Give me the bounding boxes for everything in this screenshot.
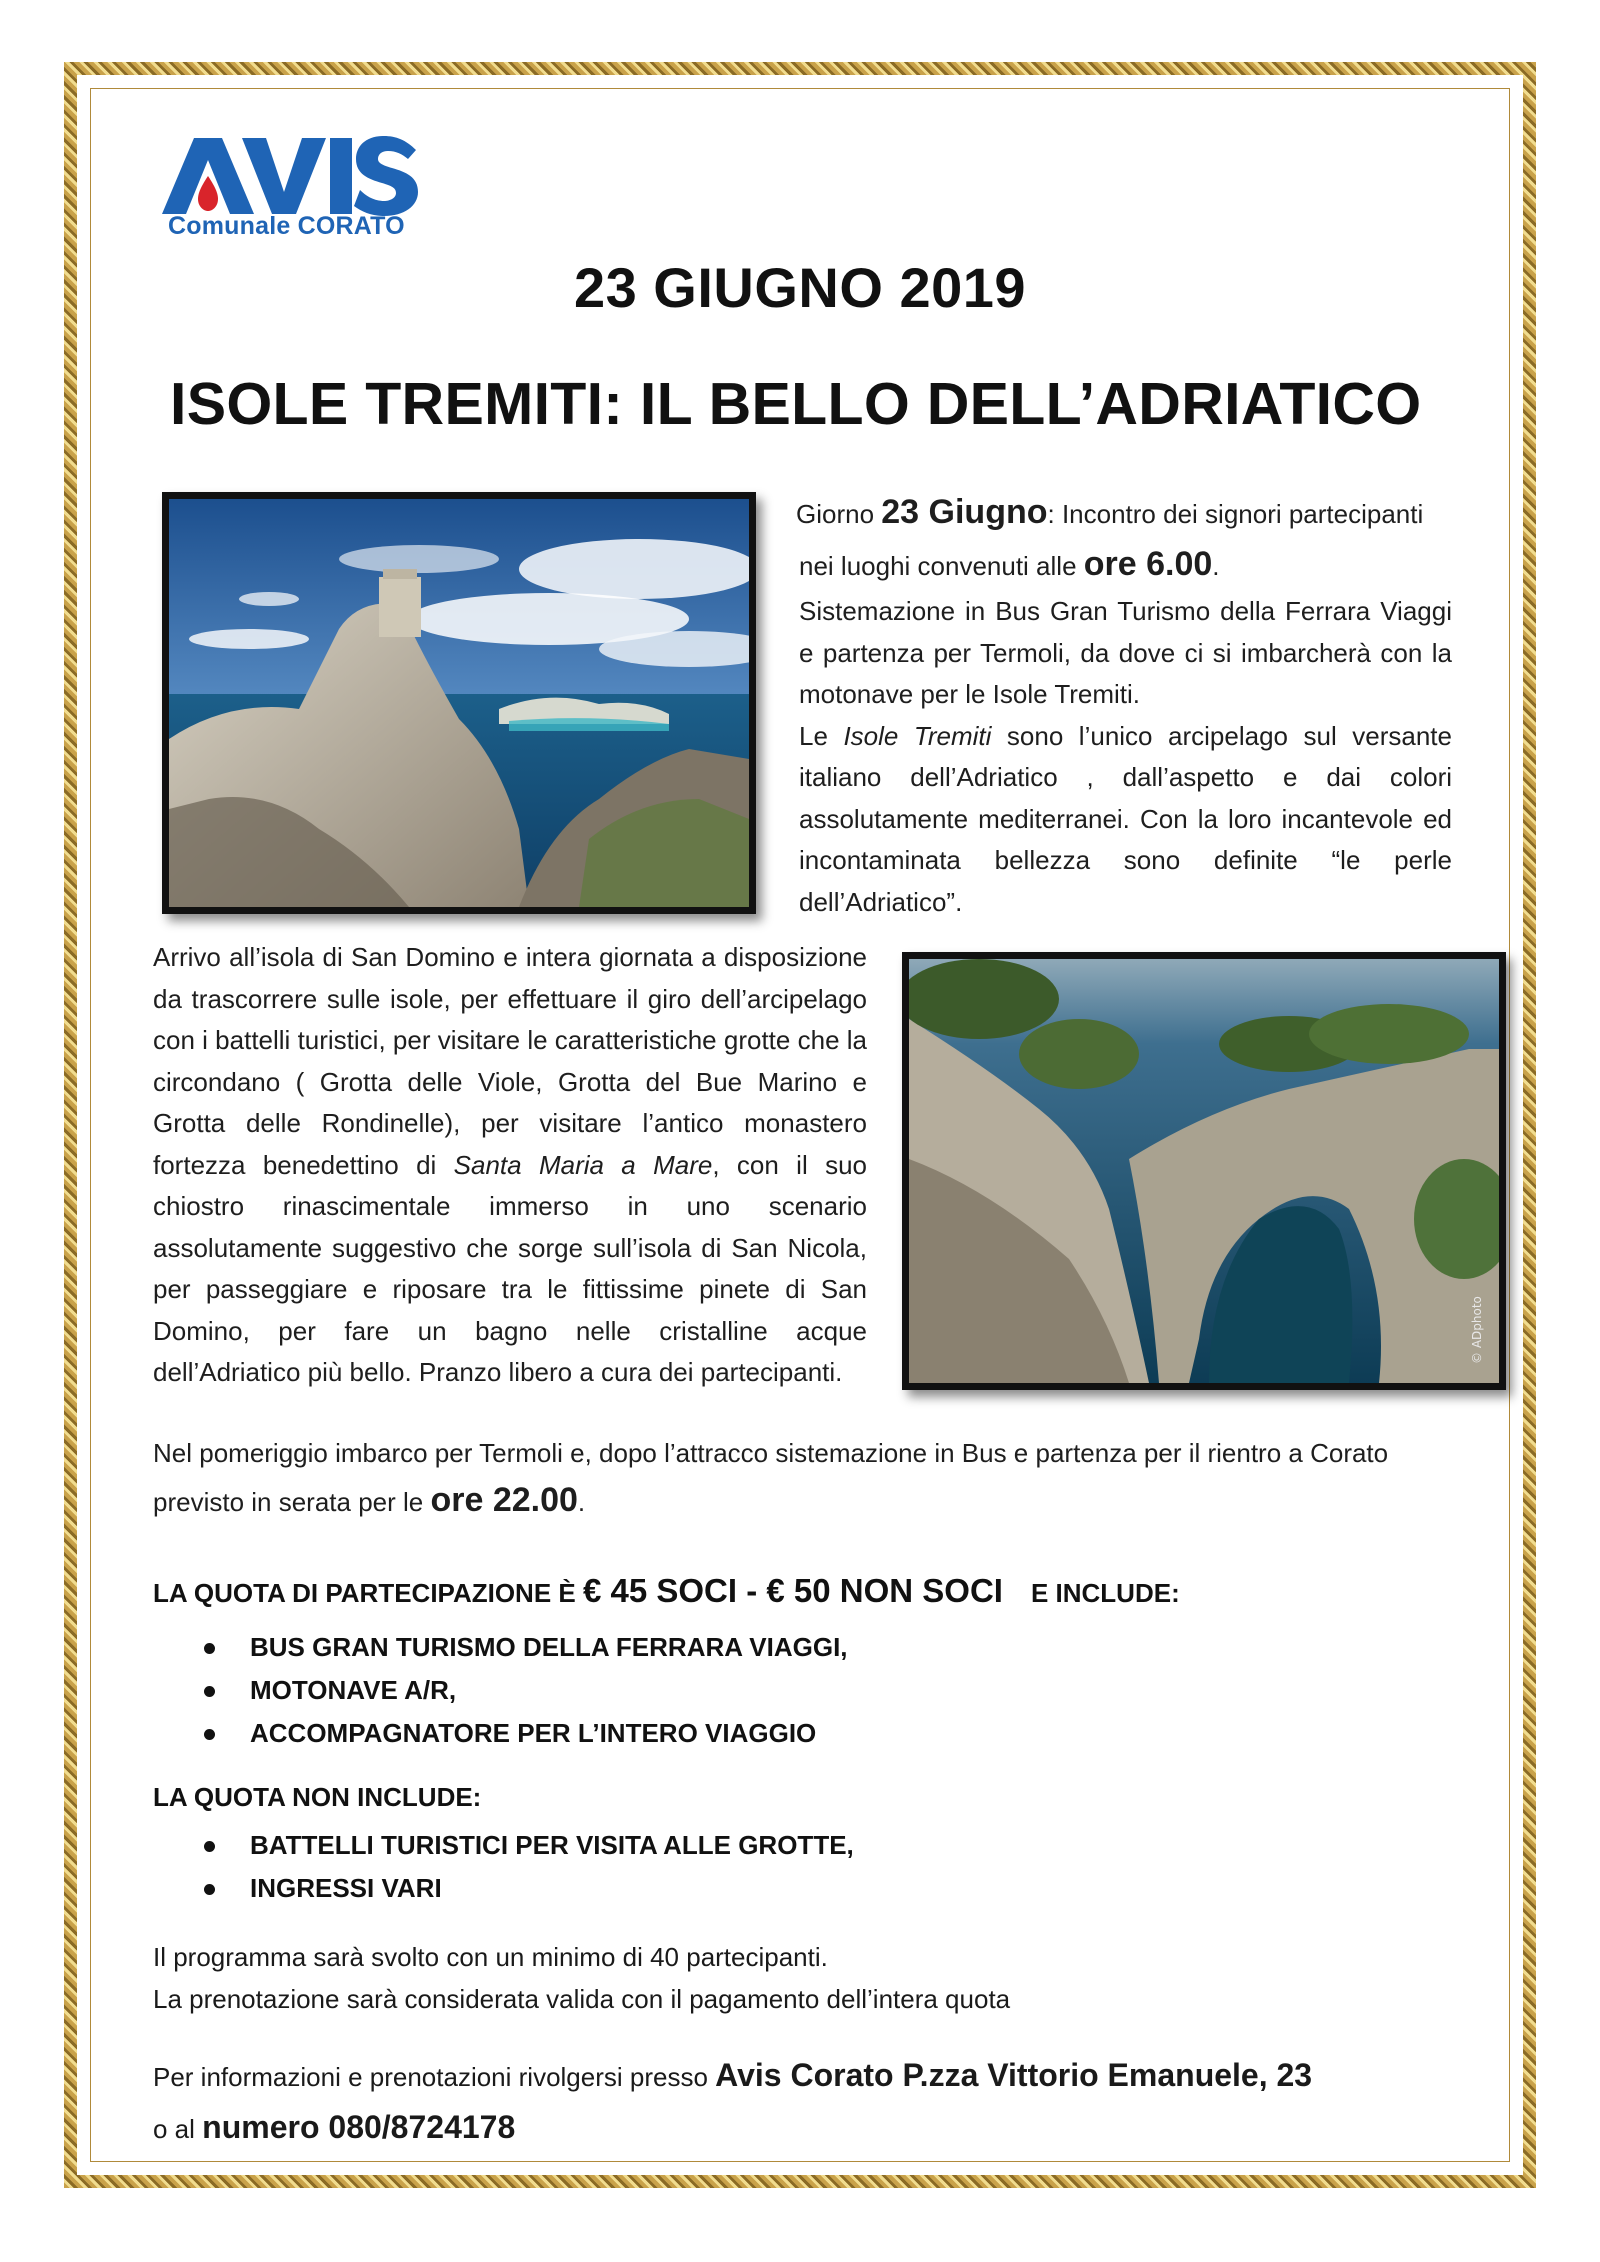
not-included-list <box>200 1824 854 1910</box>
tremiti-castle-photo <box>162 492 756 914</box>
list-item: INGRESSI VARI <box>200 1867 854 1910</box>
return-description: Nel pomeriggio imbarco per Termoli e, dopo l’attracco sistemazione in Bus e partenza per il rientro a Corato previsto in serata per le ore 22.00. <box>153 1438 1389 1519</box>
price: € 45 SOCI - € 50 NON SOCI <box>582 1572 1003 1609</box>
not-included-heading: LA QUOTA NON INCLUDE: <box>153 1782 482 1812</box>
intro-islands-paragraph: Le Isole Tremiti sono l’unico arcipelago sul versante italiano dell’Adriatico , dall’aspetto e dai colori assolutamente mediterranei. Con la loro incantevole ed incontaminata bellezza sono definite “le perle dell’Adriatico”. <box>799 720 1452 917</box>
event-main-title: ISOLE TREMITI: IL BELLO DELL’ADRIATICO <box>170 371 1422 437</box>
quota-heading: LA QUOTA DI PARTECIPAZIONE È € 45 SOCI - € 50 NON SOCI E INCLUDE: <box>153 1572 1180 1609</box>
minimum-participants-note: Il programma sarà svolto con un minimo di 40 partecipanti. <box>153 1942 828 1972</box>
contact-info: Per informazioni e prenotazioni rivolgersi presso Avis Corato P.zza Vittorio Emanuele, 23 o al numero 080/8724178 <box>153 2057 1313 2145</box>
return-time: ore 22.00 <box>430 1480 578 1519</box>
contact-phone: numero 080/8724178 <box>202 2109 516 2145</box>
day-description: Arrivo all’isola di San Domino e intera giornata a disposizione da trascorrere sulle isole, per effettuare il giro dell’arcipelago con i battelli turistici, per visitare le caratteristiche grotte che la circondano ( Grotta delle Viole, Grotta del Bue Marino e Grotta delle Rondinelle), per visitare l’antico monastero fortezza benedettino di Santa Maria a Mare, con il suo chiostro rinascimentale immerso in uno scenario assolutamente suggestivo che sorge sull’isola di San Nicola, per passeggiare e riposare tra le fittissime pinete di San Domino, per fare un bagno nelle cristalline acque dell’Adriatico più bello. Pranzo libero a cura dei partecipanti. <box>153 942 867 1387</box>
bullet-icon <box>204 1686 215 1697</box>
bullet-icon <box>204 1841 215 1852</box>
intro-text: Giorno 23 Giugno: Incontro dei signori partecipanti nei luoghi convenuti alle ore 6.00. Sistemazione in Bus Gran Turismo della Ferrara Viaggi e partenza per Termoli, da dove ci si imbarcherà con la motonave per le Isole Tremiti. Le Isole Tremiti sono l’unico arcipelago sul versante italiano dell’Adriatico , dall’aspetto e dai colori assolutamente mediterranei. Con la loro incantevole ed incontaminata bellezza sono definite “le perle dell’Adriatico”. <box>796 487 1452 923</box>
avis-logo-mark <box>160 132 420 217</box>
photo-credit: © ADphoto <box>1470 1296 1484 1364</box>
includes-list <box>200 1626 848 1755</box>
logo-subtitle: Comunale CORATO <box>168 212 405 240</box>
sea-grotto-photo <box>902 952 1506 1390</box>
bullet-icon <box>204 1729 215 1740</box>
list-item: BUS GRAN TURISMO DELLA FERRARA VIAGGI, <box>200 1626 848 1669</box>
list-item: MOTONAVE A/R, <box>200 1669 848 1712</box>
event-date-title: 23 GIUGNO 2019 <box>573 256 1027 319</box>
bullet-icon <box>204 1643 215 1654</box>
list-item: ACCOMPAGNATORE PER L’INTERO VIAGGIO <box>200 1712 848 1755</box>
highlight-date: 23 Giugno <box>881 493 1048 531</box>
contact-address: Avis Corato P.zza Vittorio Emanuele, 23 <box>715 2057 1313 2093</box>
bullet-icon <box>204 1884 215 1895</box>
booking-note: La prenotazione sarà considerata valida con il pagamento dell’intera quota <box>153 1984 1011 2014</box>
intro-transport-paragraph: Sistemazione in Bus Gran Turismo della Ferrara Viaggi e partenza per Termoli, da dove ci si imbarcherà con la motonave per le Isole Tremiti. <box>799 596 1452 709</box>
notes <box>153 1936 1010 2020</box>
departure-time: ore 6.00 <box>1083 545 1213 583</box>
list-item: BATTELLI TURISTICI PER VISITA ALLE GROTTE, <box>200 1824 854 1867</box>
